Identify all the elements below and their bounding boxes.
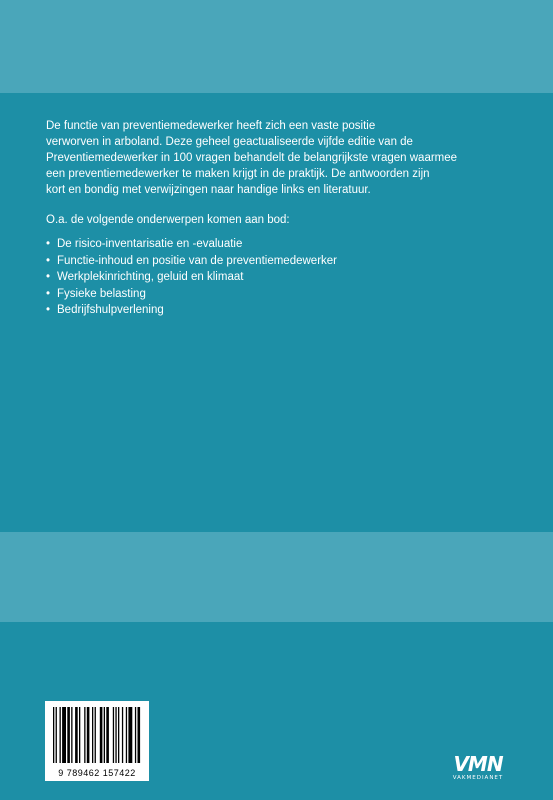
middle-color-band — [0, 532, 553, 622]
topic-item: • Werkplekinrichting, geluid en klimaat — [46, 269, 516, 286]
barcode-bars — [53, 707, 141, 763]
intro-line: De functie van preventiemedewerker heeft zich een vaste positie — [46, 120, 376, 132]
publisher-logo-mark: VMN — [453, 752, 503, 776]
topics-heading: O.a. de volgende onderwerpen komen aan bod: — [46, 214, 290, 226]
back-cover-text — [46, 118, 516, 319]
intro-line: een preventiemedewerker te maken krijgt in de praktijk. De antwoorden zijn — [46, 168, 430, 180]
intro-line: kort en bondig met verwijzingen naar handige links en literatuur. — [46, 184, 371, 196]
topics-list — [46, 236, 516, 319]
topic-item: • De risico-inventarisatie en -evaluatie — [46, 236, 516, 253]
intro-line: verworven in arboland. Deze geheel geactualiseerde vijfde editie van de — [46, 136, 413, 148]
intro-line: Preventiemedewerker in 100 vragen behandelt de belangrijkste vragen waarmee — [46, 152, 458, 164]
intro-paragraph — [46, 118, 516, 198]
top-color-band — [0, 0, 553, 93]
publisher-logo-subtitle: VAKMEDIANET — [452, 775, 504, 781]
barcode — [45, 701, 149, 781]
topic-item: • Bedrijfshulpverlening — [46, 302, 516, 319]
topic-item: • Functie-inhoud en positie van de preventiemedewerker — [46, 253, 516, 270]
isbn-number: 9 789462 157422 — [58, 768, 136, 778]
publisher-logo — [442, 754, 514, 784]
topic-item: • Fysieke belasting — [46, 286, 516, 303]
